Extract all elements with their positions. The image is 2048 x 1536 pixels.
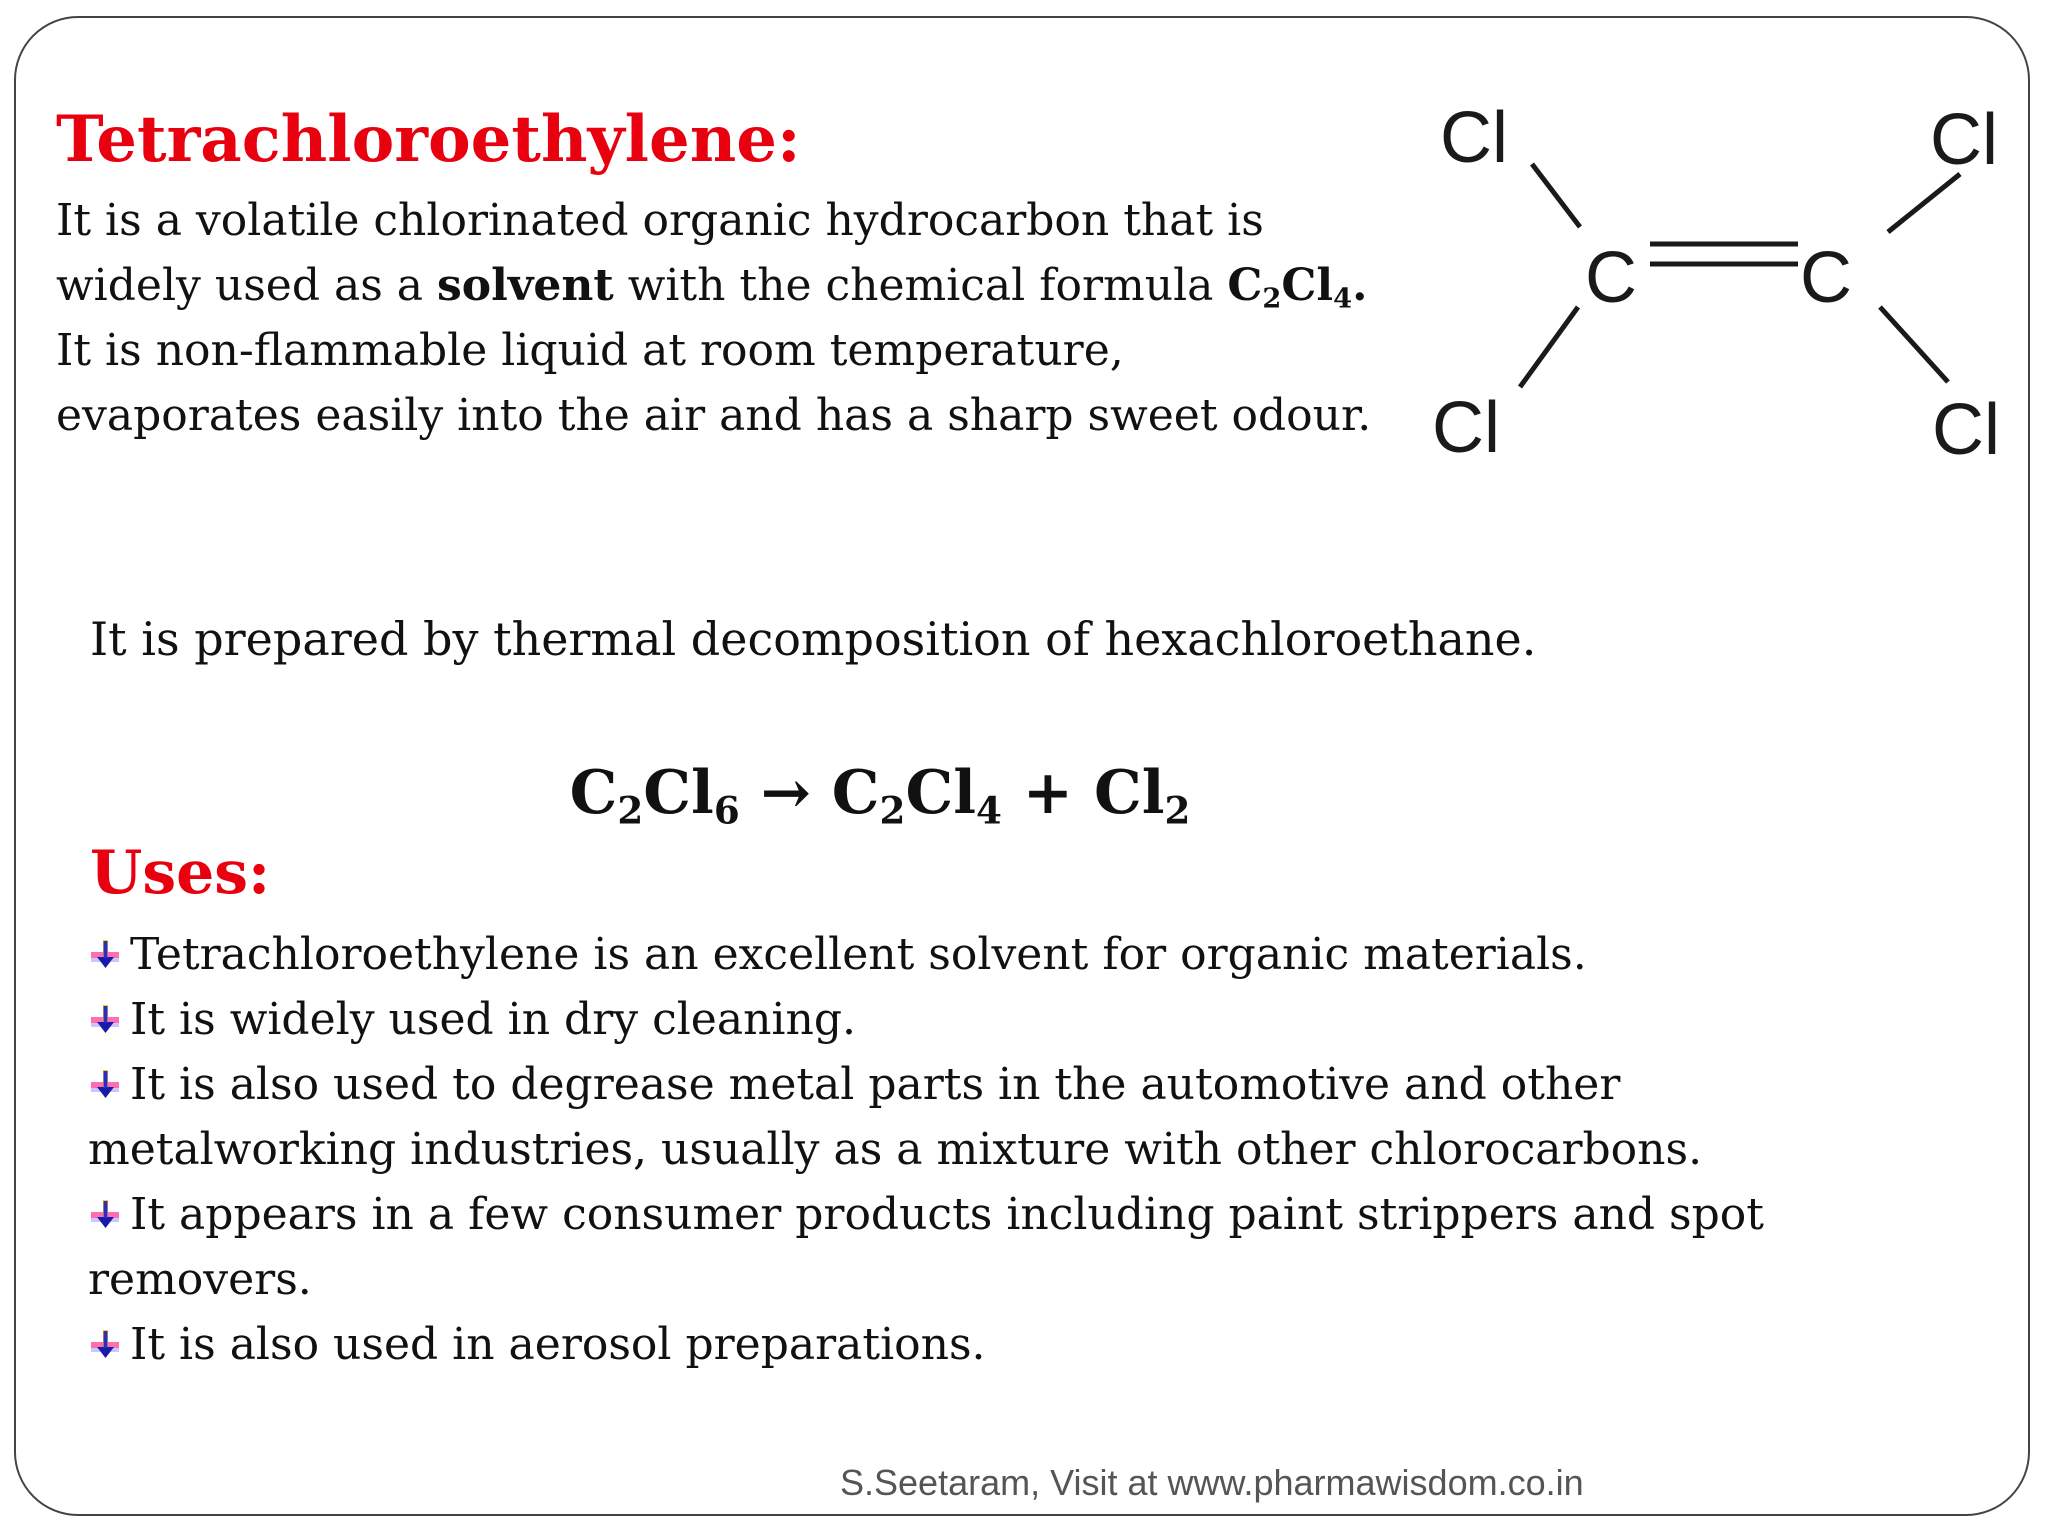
arrow-down-bullet-icon <box>88 937 122 971</box>
uses-list-item <box>88 1052 1968 1182</box>
molecule-structure-diagram <box>1420 92 2020 472</box>
reaction-equation: $C_2Cl_6 \to C_2Cl_4 + Cl_2$ <box>569 758 1191 833</box>
uses-list <box>88 922 1968 1377</box>
atom-c-right: C <box>1800 238 1852 318</box>
reaction-arrow: → <box>739 758 832 828</box>
intro-line-1: It is a volatile chlorinated organic hydrocarbon that is <box>56 195 1264 246</box>
slide-title: Tetrachloroethylene: <box>56 102 801 177</box>
preparation-text: It is prepared by thermal decomposition of hexachloroethane. <box>90 612 1537 666</box>
bond-c-cl-top-left <box>1532 164 1580 227</box>
uses-item-line <box>88 1117 1968 1182</box>
bond-c-cl-bottom-left <box>1520 307 1578 387</box>
uses-item-line <box>88 987 1968 1052</box>
atom-cl-bottom-left: Cl <box>1432 388 1500 468</box>
bond-c-cl-top-right <box>1888 174 1960 232</box>
uses-list-item <box>88 987 1968 1052</box>
uses-heading: Uses: <box>90 838 271 908</box>
uses-list-item <box>88 1312 1968 1377</box>
uses-item-line <box>88 922 1968 987</box>
uses-item-line <box>88 1247 1968 1312</box>
uses-item-line <box>88 1312 1968 1377</box>
atom-c-left: C <box>1585 238 1637 318</box>
intro-line-4: evaporates easily into the air and has a sharp sweet odour. <box>56 390 1372 441</box>
uses-item-line <box>88 1052 1968 1117</box>
uses-item-text: Tetrachloroethylene is an excellent solvent for organic materials. <box>130 929 1587 980</box>
arrow-down-bullet-icon <box>88 1067 122 1101</box>
uses-list-item <box>88 1182 1968 1312</box>
intro-line-2-pre: widely used as a <box>56 260 437 311</box>
atom-cl-top-left: Cl <box>1440 98 1508 178</box>
uses-item-text: It is widely used in dry cleaning. <box>130 994 856 1045</box>
intro-line-3: It is non-flammable liquid at room temperature, <box>56 325 1124 376</box>
bond-c-cl-bottom-right <box>1880 307 1948 382</box>
arrow-down-bullet-icon <box>88 1197 122 1231</box>
solvent-keyword: solvent <box>436 260 614 311</box>
arrow-down-bullet-icon <box>88 1002 122 1036</box>
intro-line-2-post: with the chemical formula <box>613 260 1228 311</box>
uses-item-line <box>88 1182 1968 1247</box>
uses-item-text: It is also used in aerosol preparations. <box>130 1319 986 1370</box>
footer-credit: S.Seetaram, Visit at www.pharmawisdom.co.in <box>840 1462 1584 1503</box>
uses-item-text: removers. <box>88 1254 312 1305</box>
arrow-down-bullet-icon <box>88 1327 122 1361</box>
uses-item-text: It is also used to degrease metal parts in the automotive and other <box>130 1059 1621 1110</box>
uses-list-item <box>88 922 1968 987</box>
intro-paragraph <box>56 188 1416 448</box>
atom-cl-top-right: Cl <box>1930 100 1998 180</box>
uses-item-text: It appears in a few consumer products including paint strippers and spot <box>130 1189 1764 1240</box>
plus-sign: + <box>1001 758 1094 828</box>
intro-line-2 <box>56 253 1416 318</box>
uses-item-text: metalworking industries, usually as a mixture with other chlorocarbons. <box>88 1124 1703 1175</box>
formula-c2cl4: $C_2Cl_4$. <box>1227 260 1368 315</box>
atom-cl-bottom-right: Cl <box>1932 390 2000 470</box>
